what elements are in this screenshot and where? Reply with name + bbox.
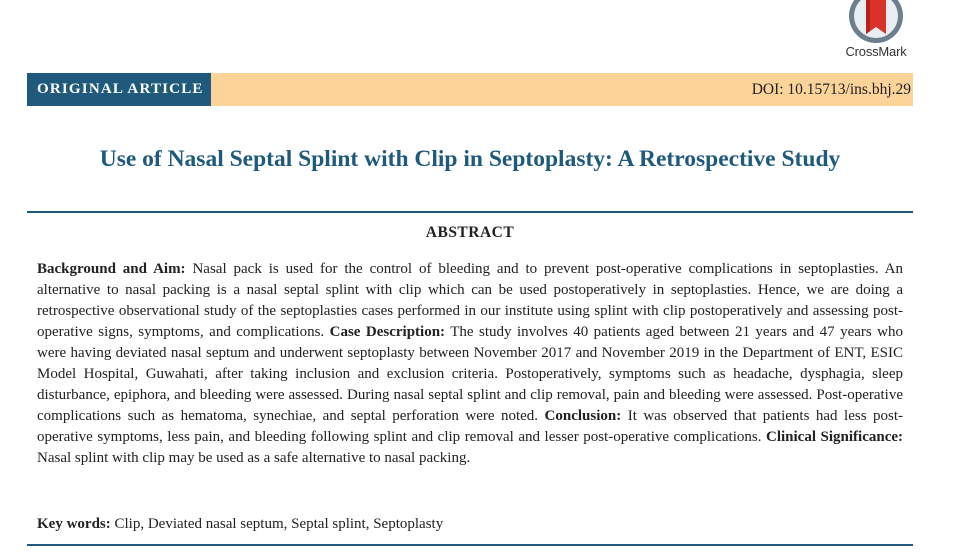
clinical-significance-text: Nasal splint with clip may be used as a safe alternative to nasal packing. (37, 450, 471, 466)
crossmark-icon (846, 0, 906, 46)
keywords-line (37, 514, 903, 535)
section-divider-top (27, 211, 913, 213)
article-title: Use of Nasal Septal Splint with Clip in Septoplasty: A Retrospective Study (99, 146, 841, 172)
clinical-significance-label: Clinical Significance: (765, 429, 904, 445)
keywords-label: Key words: (37, 516, 111, 532)
article-banner (27, 73, 913, 106)
crossmark-badge[interactable] (838, 0, 914, 64)
section-divider-bottom (27, 544, 913, 546)
background-aim-text: Nasal pack is used for the control of bleeding and to prevent post-operative complications in septoplasties. An alternative to nasal packing is a nasal septal splint with clip which can be used postoperatively in septoplasties. Hence, we are doing a retrospective observational study of the septoplasties cases performed in our institute using splint with clip postoperatively and assessing post-operative signs, symptoms, and complications. (37, 261, 904, 340)
crossmark-label: CrossMark (845, 44, 907, 59)
conclusion-text: It was observed that patients had less post-operative symptoms, less pain, and bleeding following splint and clip removal and lesser post-operative complications. (37, 408, 904, 445)
doi-link[interactable]: DOI: 10.15713/ins.bhj.29 (751, 80, 911, 98)
abstract-heading: ABSTRACT (425, 224, 515, 241)
background-aim-label: Background and Aim: (37, 261, 186, 277)
keywords-text: Clip, Deviated nasal septum, Septal splint, Septoplasty (110, 516, 444, 532)
case-description-label: Case Description: (329, 324, 446, 340)
article-type-label: ORIGINAL ARTICLE (27, 73, 211, 106)
case-description-text: The study involves 40 patients aged between 21 years and 47 years who were having deviated nasal septum and underwent septoplasty between November 2017 and November 2019 in the Department of ENT, ESIC Model Hospital, Guwahati, after taking inclusion and exclusion criteria. Postoperatively, symptoms such as headache, dysphagia, sleep disturbance, epiphora, and bleeding were assessed. During nasal septal splint and clip removal, pain and bleeding were assessed. Post-operative complications such as hematoma, synechiae, and septal perforation were noted. (37, 324, 903, 424)
abstract-body (37, 259, 903, 469)
conclusion-label: Conclusion: (544, 408, 622, 424)
